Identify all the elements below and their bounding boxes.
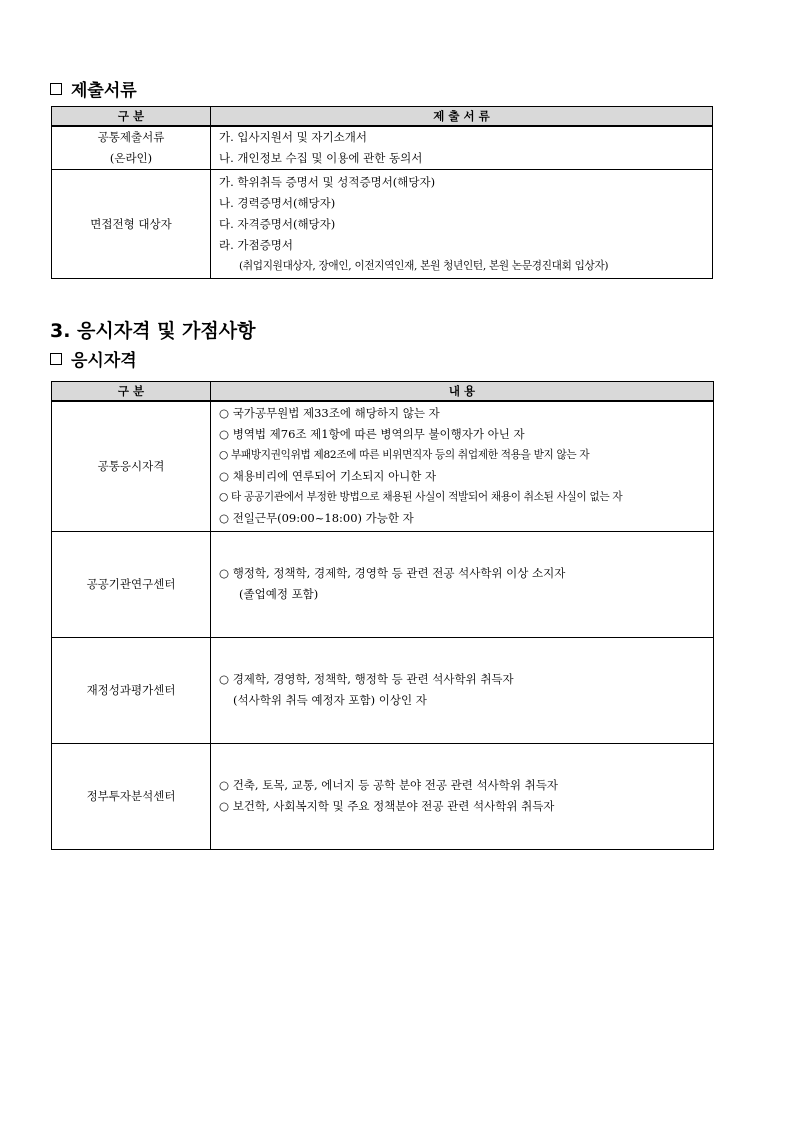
row-content: 가. 입사지원서 및 자기소개서 나. 개인정보 수집 및 이용에 관한 동의서: [211, 126, 713, 170]
table-row: [52, 401, 714, 531]
eligibility-col-category: 구 분: [52, 382, 211, 402]
row-note: (취업지원대상자, 장애인, 이전지역인재, 본원 청년인턴, 본원 논문경진대회 입상자): [239, 259, 609, 272]
row-content: ○ 국가공무원법 제33조에 해당하지 않는 자 ○ 병역법 제76조 제1항에 따른 병역의무 불이행자가 아닌 자 ○ 부패방지권익위법 제82조에 따른 비위면직자 등의 취업제한 적용을 받지 않는 자 ○ 채용비리에 연루되어 기소되지 아니한 자 ○ 타 공공기관에서 부정한 방법으로 채용된 사실이 적발되어 채용이 취소된 사실이 없는 자 ○ 전일근무(09:00~18:00) 가능한 자: [211, 401, 714, 531]
row-content: 가. 학위취득 증명서 및 성적증명서(해당자) 나. 경력증명서(해당자) 다. 자격증명서(해당자) 라. 가점증명서 (취업지원대상자, 장애인, 이전지역인재, 본원 청년인턴, 본원 논문경진대회 입상자): [211, 170, 713, 279]
table-row: [52, 126, 713, 170]
table-row: [52, 170, 713, 279]
row-content: ○ 건축, 토목, 교통, 에너지 등 공학 분야 전공 관련 석사학위 취득자 ○ 보건학, 사회복지학 및 주요 정책분야 전공 관련 석사학위 취득자: [211, 743, 714, 849]
row-content: ○ 행정학, 정책학, 경제학, 경영학 등 관련 전공 석사학위 이상 소지자 (졸업예정 포함): [211, 531, 714, 637]
row-note: (석사학위 취득 예정자 포함) 이상인 자: [233, 693, 427, 707]
eligibility-col-content: 내 용: [211, 382, 714, 402]
eligibility-table-header: [52, 382, 714, 402]
docs-col-content: 제 출 서 류: [211, 107, 713, 127]
row-category: 공통제출서류 (온라인): [52, 126, 211, 170]
table-row: [52, 637, 714, 743]
row-category: 재정성과평가센터: [52, 637, 211, 743]
table-row: [52, 531, 714, 637]
row-category: 공공기관연구센터: [52, 531, 211, 637]
row-category: 공통응시자격: [52, 401, 211, 531]
docs-col-category: 구 분: [52, 107, 211, 127]
row-category: 정부투자분석센터: [52, 743, 211, 849]
docs-table-header: [52, 107, 713, 127]
row-content: ○ 경제학, 경영학, 정책학, 행정학 등 관련 석사학위 취득자 (석사학위 취득 예정자 포함) 이상인 자: [211, 637, 714, 743]
square-bullet-icon: [50, 83, 62, 95]
table-row: [52, 743, 714, 849]
section3-title: 3. 응시자격 및 가점사항: [50, 320, 256, 342]
docs-heading-text: 제출서류: [71, 81, 137, 101]
eligibility-heading: [50, 346, 137, 371]
row-category: 면접전형 대상자: [52, 170, 211, 279]
docs-heading: [50, 76, 137, 101]
docs-table: [51, 106, 713, 279]
row-note: (졸업예정 포함): [239, 587, 319, 601]
eligibility-table: [51, 381, 714, 850]
eligibility-heading-text: 응시자격: [71, 351, 137, 371]
square-bullet-icon: [50, 353, 62, 365]
